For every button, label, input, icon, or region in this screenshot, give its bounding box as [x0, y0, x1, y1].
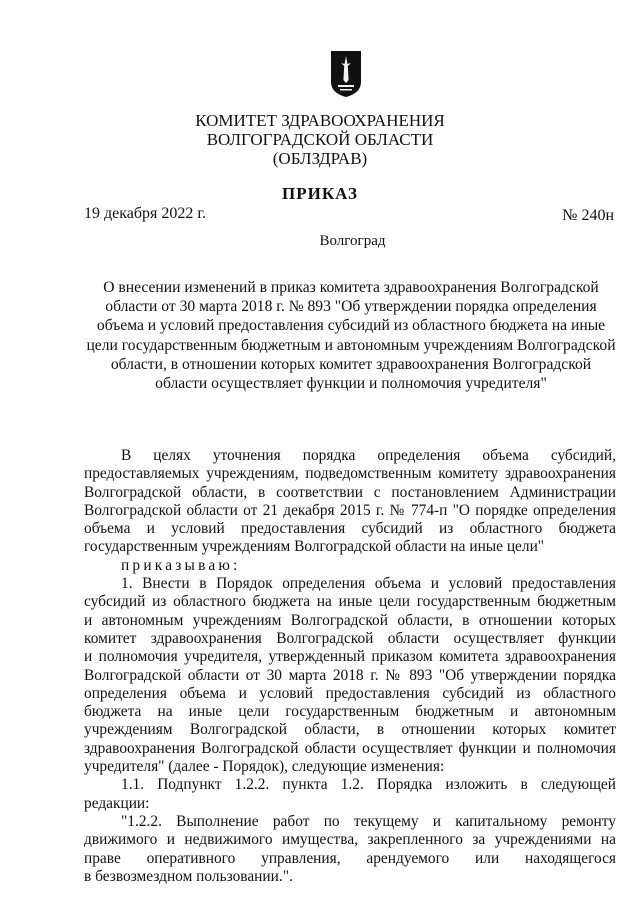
preamble-line: Волгоградской области от 21 декабря 2015 г. № 774-п "О порядке определения — [84, 501, 616, 519]
item-1-line: Волгоградской области от 30 марта 2018 г. № 893 "Об утверждении порядка — [84, 666, 616, 684]
item-1-2-2-line: "1.2.2. Выполнение работ по текущему и капитальному ремонту — [121, 812, 616, 830]
preamble-line: государственным учреждениям Волгоградской области на иные цели" — [84, 538, 545, 556]
org-name-line-2: ВОЛГОГРАДСКОЙ ОБЛАСТИ — [206, 130, 434, 149]
preamble-line: объема и условий предоставления субсидий из областного бюджета — [84, 520, 616, 538]
item-1-2-2-line: в безвозмездном пользовании.". — [84, 867, 293, 885]
coat-of-arms-icon — [330, 50, 362, 98]
item-1-1-line: 1.1. Подпункт 1.2.2. пункта 1.2. Порядка изложить в следующей — [121, 776, 616, 794]
item-1-line: бюджета на иные цели государственным бюджетным и автономным — [84, 703, 616, 721]
preamble-line: В целях уточнения порядка определения объема субсидий, — [121, 447, 616, 464]
document-city: Волгоград — [319, 233, 386, 249]
document-type: ПРИКАЗ — [282, 184, 358, 203]
item-1-line: 1. Внести в Порядок определения объема и условий предоставления — [121, 575, 616, 593]
item-1-line: учредителя" (далее - Порядок), следующие изменения: — [84, 758, 445, 776]
subject-line: объема и условий предоставления субсидий из областного бюджета на иные — [96, 317, 606, 335]
item-1-line: субсидий из областного бюджета на иные цели государственным бюджетным — [84, 593, 616, 611]
item-1-line: здравоохранения Волгоградской области осуществляет функции и полномочия — [84, 739, 616, 757]
item-1-line: и автономным учреждениям Волгоградской области, в отношении которых — [84, 611, 616, 629]
org-abbreviation: (ОБЛЗДРАВ) — [272, 149, 368, 168]
subject-line: области от 30 марта 2018 г. № 893 "Об утверждении порядка определения — [105, 298, 597, 316]
document-date: 19 декабря 2022 г. — [84, 205, 207, 222]
item-1-2-2-line: движимого и недвижимого имущества, закрепленного за учреждениями на — [84, 831, 616, 849]
preamble-line: Волгоградской области, в соответствии с постановлением Администрации — [84, 483, 616, 501]
item-1-line: комитет здравоохранения Волгоградской области осуществляет функции — [84, 629, 616, 647]
preamble-line: предоставляемых учреждениям, подведомственным комитету здравоохранения — [84, 465, 616, 483]
item-1-2-2-line: праве оперативного управления, арендуемого или находящегося — [84, 849, 616, 867]
document-number: № 240н — [562, 207, 614, 224]
order-word: приказываю: — [121, 556, 241, 574]
subject-line: области осуществляет функции и полномочия учредителя" — [155, 375, 547, 393]
item-1-line: определения объема и условий предоставления субсидий из областного — [84, 684, 616, 702]
document-body — [84, 447, 616, 886]
subject-line: цели государственным бюджетным и автономным учреждениям Волгоградской — [86, 336, 616, 354]
item-1-line: учреждениям Волгоградской области, в отношении которых комитет — [84, 721, 616, 739]
subject-line: области, в отношении которых комитет здравоохранения Волгоградской — [110, 355, 592, 373]
item-1-line: и полномочия учредителя, утвержденный приказом комитета здравоохранения — [84, 648, 616, 666]
item-1-1-line: редакции: — [84, 794, 150, 812]
subject-line: О внесении изменений в приказ комитета здравоохранения Волгоградской — [103, 279, 599, 296]
org-name-line-1: КОМИТЕТ ЗДРАВООХРАНЕНИЯ — [195, 111, 445, 130]
document-subject — [86, 278, 616, 393]
